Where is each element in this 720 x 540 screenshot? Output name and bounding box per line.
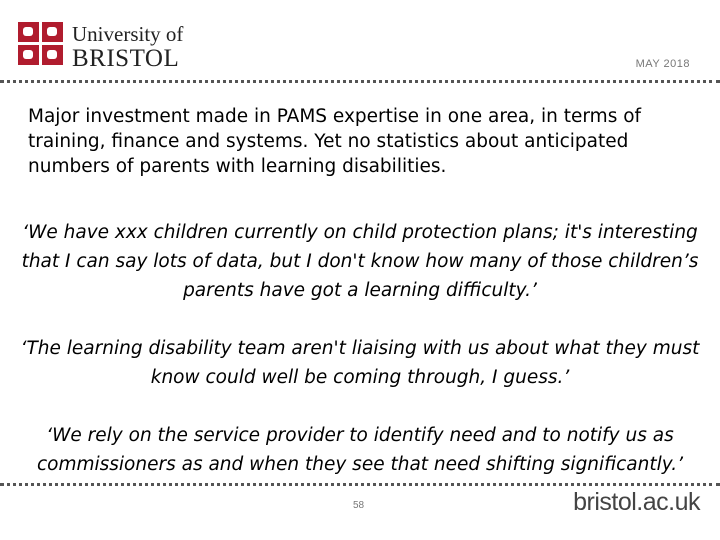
university-logo: [18, 18, 188, 70]
quote-2: ‘The learning disability team aren't liaising with us about what they must know could well be coming through, I guess.’: [20, 338, 700, 388]
site-url: bristol.ac.uk: [573, 488, 700, 516]
quote-3: ‘We rely on the service provider to identify need and to notify us as commissioners as and when they see that need shifting significantly.’: [36, 425, 684, 475]
bottom-divider: [0, 483, 720, 486]
logo-text-line1: University of: [72, 22, 184, 46]
intro-paragraph: Major investment made in PAMS expertise in one area, in terms of training, finance and systems. Yet no statistics about anticipated numbers of parents with learning disabilities.: [28, 106, 642, 177]
quote-1: ‘We have xxx children currently on child protection plans; it's interesting that I can say lots of data, but I don't know how many of those children’s parents have got a learning difficulty.’: [21, 222, 699, 301]
top-divider: [0, 80, 720, 83]
crest-icon: [18, 22, 64, 66]
slide-date: MAY 2018: [635, 58, 690, 70]
logo-text-line2: BRISTOL: [72, 45, 180, 72]
page-number: 58: [353, 500, 365, 511]
